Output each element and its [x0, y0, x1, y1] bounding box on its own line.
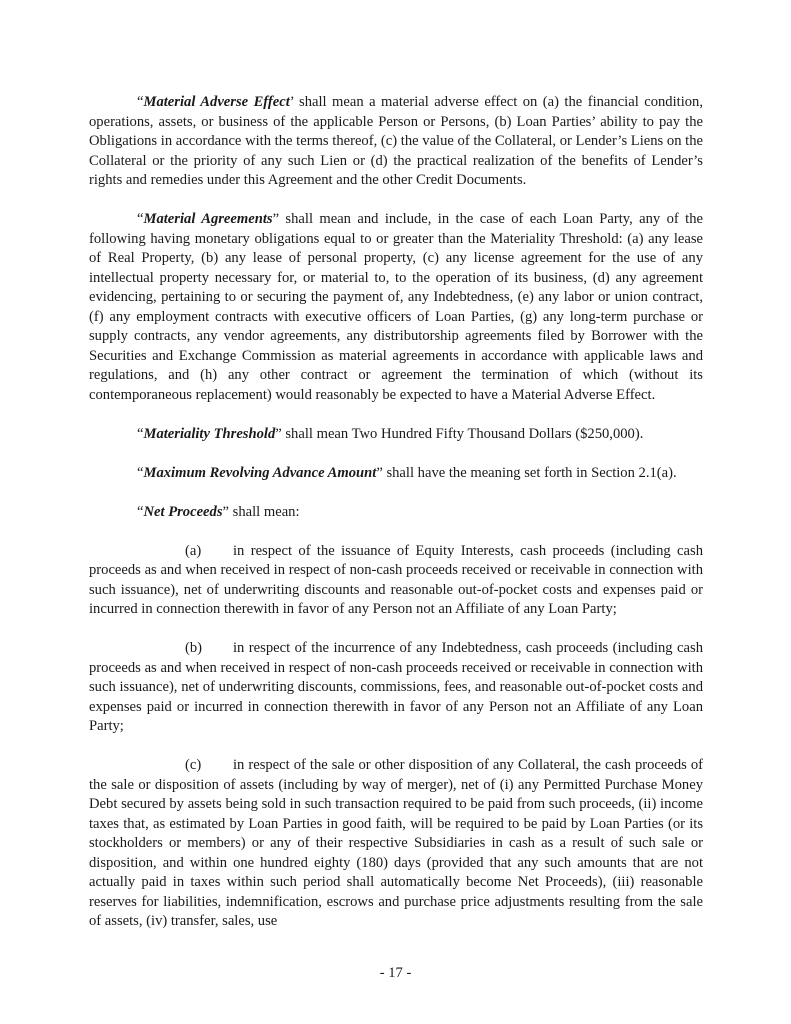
open-quote: “	[137, 503, 144, 520]
open-quote: “	[137, 211, 144, 227]
defined-term: Material Adverse Effect	[143, 94, 290, 110]
clause-label: (a)	[185, 542, 202, 559]
clause-text: in respect of the incurrence of any Indebtedness, cash proceeds (including cash proceeds as and when received in respect of non-cash proceeds received or receivable in connection with such issuance), net of underwriting discounts, commissions, fees, and reasonable out-of-pocket costs and expenses paid or incurred in connection therewith in favor of any Person not an Affiliate of any Loan Party;	[89, 640, 703, 734]
definition-maximum-revolving-advance-amount	[89, 464, 703, 484]
definition-text: shall mean and include, in the case of each Loan Party, any of the following having monetary obligations equal to or greater than the Materiality Threshold: (a) any lease of Real Property, (b) any lease of personal property, (c) any license agreement for the use of any intellectual property necessary for, or material to, to the operation of its business, (d) any agreement evidencing, pertaining to or securing the payment of, any Indebtedness, (e) any labor or union contract, (f) any employment contracts with executive officers of Loan Parties, (g) any long-term purchase or supply contracts, any vendor agreements, any distributorship agreements filed by Borrower with the Securities and Exchange Commission as material agreements in accordance with applicable laws and regulations, and (h) any other contract or agreement the termination of which (without its contemporaneous replacement) would reasonably be expected to have a Material Adverse Effect.	[89, 211, 703, 403]
defined-term: Maximum Revolving Advance Amount	[143, 464, 377, 481]
document-page	[89, 93, 703, 951]
defined-term: Material Agreements	[143, 211, 273, 227]
open-quote: “	[137, 94, 144, 110]
net-proceeds-clause-b	[89, 639, 703, 737]
defined-term: Materiality Threshold	[143, 425, 276, 442]
open-quote: “	[137, 464, 144, 481]
clause-text: in respect of the issuance of Equity Interests, cash proceeds (including cash proceeds as and when received in respect of non-cash proceeds received or receivable in connection with such issuance), net of underwriting discounts and reasonable out-of-pocket costs and expenses paid or incurred in connection therewith in favor of any Person not an Affiliate of any Loan Party;	[89, 542, 703, 617]
net-proceeds-clause-c	[89, 756, 703, 932]
net-proceeds-clause-a	[89, 542, 703, 620]
definition-material-agreements	[89, 210, 703, 405]
definition-text: shall have the meaning set forth in Section 2.1(a).	[382, 464, 677, 481]
defined-term: Net Proceeds	[143, 503, 223, 520]
definition-net-proceeds	[89, 503, 703, 523]
clause-text: in respect of the sale or other disposition of any Collateral, the cash proceeds of the sale or disposition of assets (including by way of merger), net of (i) any Permitted Purchase Money Debt secured by assets being sold in such transaction required to be paid from such proceeds, (ii) income taxes that, as estimated by Loan Parties in good faith, will be required to be paid by Loan Parties (or its stockholders or members) or any of their respective Subsidiaries in cash as a result of such sale or disposition, and within one hundred eighty (180) days (provided that any such amounts that are not actually paid in taxes within such period shall automatically become Net Proceeds), (iii) reasonable reserves for liabilities, indemnification, escrows and purchase price adjustments resulting from the sale of assets, (iv) transfer, sales, use	[89, 757, 703, 929]
close-quote: ”	[222, 503, 229, 520]
close-quote: ”	[272, 211, 280, 227]
definition-text: shall mean:	[229, 503, 300, 520]
clause-label: (c)	[185, 757, 202, 773]
open-quote: “	[137, 425, 144, 442]
close-quote: ’	[289, 94, 294, 110]
definition-text: shall mean Two Hundred Fifty Thousand Dollars ($250,000).	[281, 425, 644, 442]
clause-label: (b)	[185, 640, 203, 656]
close-quote: ”	[376, 464, 383, 481]
close-quote: ”	[275, 425, 282, 442]
page-number: - 17 -	[379, 965, 412, 981]
definition-materiality-threshold	[89, 425, 703, 445]
definition-text: shall mean a material adverse effect on (a) the financial condition, operations, assets, or business of the applicable Person or Persons, (b) Loan Parties’ ability to pay the Obligations in accordance with the terms thereof, (c) the value of the Collateral, or Lender’s Liens on the Collateral or the priority of any such Lien or (d) the practical realization of the benefits of Lender’s rights and remedies under this Agreement and the other Credit Documents.	[89, 94, 703, 188]
definition-material-adverse-effect	[89, 93, 703, 191]
